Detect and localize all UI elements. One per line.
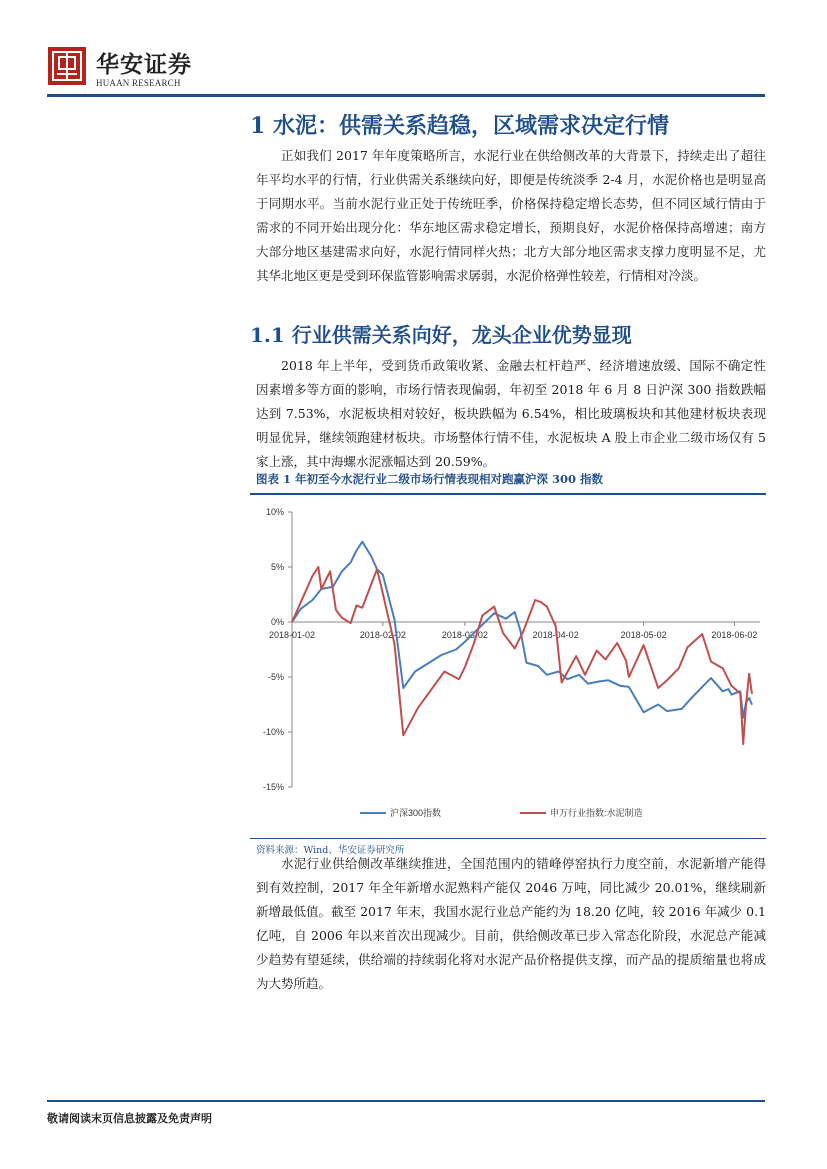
y-tick-label: 5% bbox=[270, 562, 284, 572]
y-tick-label: -10% bbox=[262, 727, 284, 737]
figure-source: 资料来源：Wind、华安证券研究所 bbox=[256, 845, 405, 856]
chart-svg bbox=[250, 497, 766, 835]
section-heading-1-1: 1.1 行业供需关系向好，龙头企业优势显现 bbox=[250, 323, 632, 347]
brand-name-cn: 华安证券 bbox=[96, 51, 192, 78]
footer-divider bbox=[47, 1100, 765, 1102]
figure-top-rule bbox=[250, 493, 766, 495]
legend-label-2: 申万行业指数:水泥制造 bbox=[550, 808, 643, 818]
y-tick-label: 0% bbox=[270, 617, 284, 627]
x-tick-label: 2018-06-02 bbox=[711, 630, 758, 640]
y-tick-label: 10% bbox=[265, 507, 284, 517]
figure-title: 图表 1 年初至今水泥行业二级市场行情表现相对跑赢沪深 300 指数 bbox=[256, 472, 604, 486]
series-line-2 bbox=[292, 567, 752, 744]
x-tick-label: 2018-05-02 bbox=[620, 630, 667, 640]
huaan-logo bbox=[47, 46, 87, 86]
figure-bottom-rule bbox=[250, 838, 766, 839]
x-tick-label: 2018-01-02 bbox=[268, 630, 316, 640]
section-heading-1: 1 水泥：供需关系趋稳，区域需求决定行情 bbox=[250, 113, 669, 139]
section-1-1-paragraph-2: 水泥行业供给侧改革继续推进，全国范围内的错峰停窑执行力度空前，水泥新增产能得到有效控制，2017 年全年新增水泥熟料产能仅 2046 万吨，同比减少 20.01%，继续刷新新增最低值。截至 2017 年末，我国水泥行业总产能约为 18.20 亿吨，较 2016 年减少 0.1 亿吨，自 2006 年以来首次出现减少。目前，供给侧改革已步入常态化阶段，水泥总产能减少趋势有望延续，供给端的持续弱化将对水泥产品价格提供支撑，而产品的提质缩量也将成为大势所趋。 bbox=[256, 856, 766, 991]
section-1-1-paragraph-1: 2018 年上半年，受到货币政策收紧、金融去杠杆趋严、经济增速放缓、国际不确定性因素增多等方面的影响，市场行情表现偏弱，年初至 2018 年 6 月 8 日沪深 300 指数跌幅达到 7.53%，水泥板块相对较好，板块跌幅为 6.54%，相比玻璃板块和其他建材板块表现明显优异，继续领跑建材板块。市场整体行情不佳，水泥板块 A 股上市企业二级市场仅有 5 家上涨，其中海螺水泥涨幅达到 20.59%。 bbox=[256, 358, 766, 469]
brand-name-en: HUAAN RESEARCH bbox=[96, 78, 181, 88]
y-tick-label: -5% bbox=[267, 672, 284, 682]
legend-label-1: 沪深300指数 bbox=[390, 808, 442, 818]
header-divider bbox=[47, 94, 765, 97]
line-chart bbox=[250, 497, 766, 835]
y-tick-label: -15% bbox=[262, 782, 284, 792]
section-1-paragraph: 正如我们 2017 年年度策略所言，水泥行业在供给侧改革的大背景下，持续走出了超往年平均水平的行情，行业供需关系继续向好，即便是传统淡季 2-4 月，水泥价格也是明显高于同期水平。当前水泥行业正处于传统旺季，价格保持稳定增长态势，但不同区域行情由于需求的不同开始出现分化：华东地区需求稳定增长，预期良好，水泥价格保持高增速；南方大部分地区基建需求向好，水泥行情同样火热；北方大部分地区需求支撑力度明显不足，尤其华北地区更是受到环保监管影响需求孱弱，水泥价格弹性较差，行情相对冷淡。 bbox=[256, 148, 766, 283]
x-tick-label: 2018-03-02 bbox=[441, 630, 488, 640]
x-tick-label: 2018-02-02 bbox=[359, 630, 406, 640]
x-tick-label: 2018-04-02 bbox=[532, 630, 579, 640]
footer-disclaimer: 敬请阅读末页信息披露及免责声明 bbox=[47, 1112, 212, 1125]
